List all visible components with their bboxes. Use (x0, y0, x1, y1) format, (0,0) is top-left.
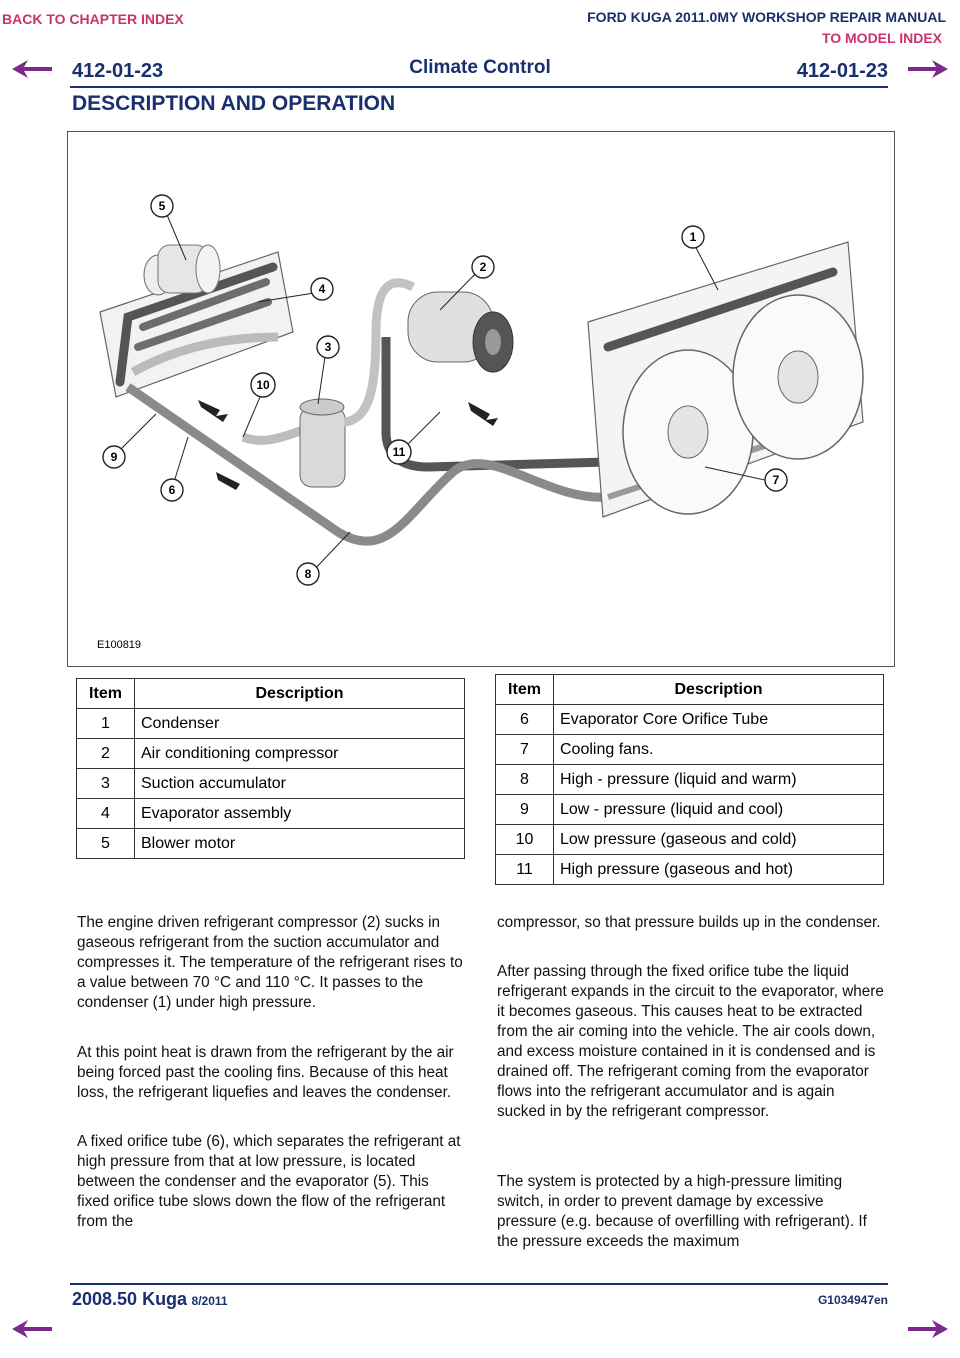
svg-text:10: 10 (256, 378, 270, 392)
table-row (77, 799, 465, 829)
svg-text:9: 9 (110, 450, 118, 464)
svg-text:1: 1 (689, 230, 697, 244)
callout-5 (151, 195, 173, 217)
item-number: 3 (77, 769, 135, 799)
body-paragraph: compressor, so that pressure builds up in the condenser. (497, 914, 881, 931)
body-paragraph: A fixed orifice tube (6), which separates the refrigerant at high pressure from that at low pressure, is located between the condenser and the evaporator (5). This fixed orifice tube slows down the flow of the refrigerant from the (77, 1133, 461, 1230)
suction-accumulator (300, 399, 345, 487)
item-description: High pressure (gaseous and hot) (554, 855, 884, 885)
table-row (77, 709, 465, 739)
table-row (77, 769, 465, 799)
svg-text:4: 4 (318, 282, 326, 296)
body-paragraph: At this point heat is drawn from the refrigerant by the air being forced past the cooling fins. Because of this heat loss, the refrigerant liquefies and leaves the condenser. (77, 1044, 454, 1101)
items-table-right (495, 674, 884, 885)
item-number: 11 (496, 855, 554, 885)
item-number: 6 (496, 705, 554, 735)
ac-system-diagram (68, 132, 894, 666)
svg-text:6: 6 (168, 483, 176, 497)
callout-3 (317, 336, 339, 358)
item-description: Air conditioning compressor (135, 739, 465, 769)
table-row (496, 705, 884, 735)
item-description: Condenser (135, 709, 465, 739)
next-page-bottom-arrow-icon[interactable] (908, 1318, 948, 1340)
callout-2 (472, 256, 494, 278)
item-number: 9 (496, 795, 554, 825)
body-paragraph: The system is protected by a high-pressure limiting switch, in order to prevent damage by excessive pressure (e.g. because of overfilling with refrigerant). If the pressure exceeds the maximum (497, 1173, 867, 1250)
callout-9 (103, 446, 125, 468)
table-row (496, 765, 884, 795)
table-row (77, 739, 465, 769)
svg-text:2: 2 (479, 260, 487, 274)
callout-1 (682, 226, 704, 248)
item-description: Blower motor (135, 829, 465, 859)
section-title: Climate Control (409, 57, 551, 78)
suction-line (344, 283, 413, 422)
item-number: 4 (77, 799, 135, 829)
footer-doc-code: G1034947en (817, 1293, 888, 1307)
callout-10 (251, 373, 275, 397)
manual-title: FORD KUGA 2011.0MY WORKSHOP REPAIR MANUAL (587, 9, 946, 25)
blower-motor (144, 245, 220, 295)
body-paragraph: The engine driven refrigerant compressor (2) sucks in gaseous refrigerant from the suction accumulator and compresses it. The temperature of the refrigerant rises to a value between 70 °C and 110 °C. It passes to the condenser (1) under high pressure. (77, 914, 463, 1011)
header-rule (70, 86, 888, 88)
callout-6 (161, 479, 183, 501)
callout-7 (765, 469, 787, 491)
column-header-item: Item (77, 679, 135, 709)
column-header-description: Description (135, 679, 465, 709)
table-row (77, 829, 465, 859)
table-row (496, 855, 884, 885)
table-row (496, 795, 884, 825)
item-description: Evaporator assembly (135, 799, 465, 829)
table-row (496, 825, 884, 855)
item-number: 10 (496, 825, 554, 855)
page-number-right: 412-01-23 (796, 60, 888, 82)
item-description: Low - pressure (liquid and cool) (554, 795, 884, 825)
item-number: 5 (77, 829, 135, 859)
ac-compressor (408, 292, 513, 372)
subsection-title: DESCRIPTION AND OPERATION (72, 92, 396, 115)
items-table-left (76, 678, 465, 859)
callout-11 (387, 440, 411, 464)
next-page-arrow-icon[interactable] (908, 58, 948, 80)
svg-text:11: 11 (392, 445, 406, 459)
table-header-row (496, 675, 884, 705)
svg-text:8: 8 (304, 567, 312, 581)
item-description: Low pressure (gaseous and cold) (554, 825, 884, 855)
svg-text:7: 7 (772, 473, 780, 487)
to-model-index-link[interactable]: TO MODEL INDEX (821, 30, 942, 46)
item-number: 8 (496, 765, 554, 795)
footer-model-text: 2008.50 Kuga (72, 1289, 188, 1309)
back-to-chapter-index-link[interactable]: BACK TO CHAPTER INDEX (2, 11, 184, 27)
item-number: 7 (496, 735, 554, 765)
svg-text:5: 5 (158, 199, 166, 213)
item-description: Evaporator Core Orifice Tube (554, 705, 884, 735)
table-row (496, 735, 884, 765)
footer-model (72, 1289, 228, 1310)
item-description: High - pressure (liquid and warm) (554, 765, 884, 795)
ac-system-figure (67, 131, 895, 667)
footer-date: 8/2011 (191, 1294, 228, 1308)
body-paragraph: After passing through the fixed orifice tube the liquid refrigerant expands in the circuit to the evaporator, where it becomes gaseous. This causes heat to be extracted from the air coming into the vehicle. The air cools down, and excess moisture contained in it is condensed and is drained off. The refrigerant coming from the evaporator flows into the refrigerant accumulator and is again sucked in by the refrigerant compressor. (497, 963, 884, 1120)
footer-rule (70, 1283, 888, 1285)
item-description: Suction accumulator (135, 769, 465, 799)
item-description: Cooling fans. (554, 735, 884, 765)
callout-8 (297, 563, 319, 585)
table-header-row (77, 679, 465, 709)
column-header-description: Description (554, 675, 884, 705)
svg-text:3: 3 (324, 340, 332, 354)
item-number: 1 (77, 709, 135, 739)
page-number-left: 412-01-23 (72, 60, 164, 82)
callout-4 (311, 278, 333, 300)
previous-page-bottom-arrow-icon[interactable] (12, 1318, 52, 1340)
item-number: 2 (77, 739, 135, 769)
figure-code: E100819 (97, 639, 142, 651)
column-header-item: Item (496, 675, 554, 705)
